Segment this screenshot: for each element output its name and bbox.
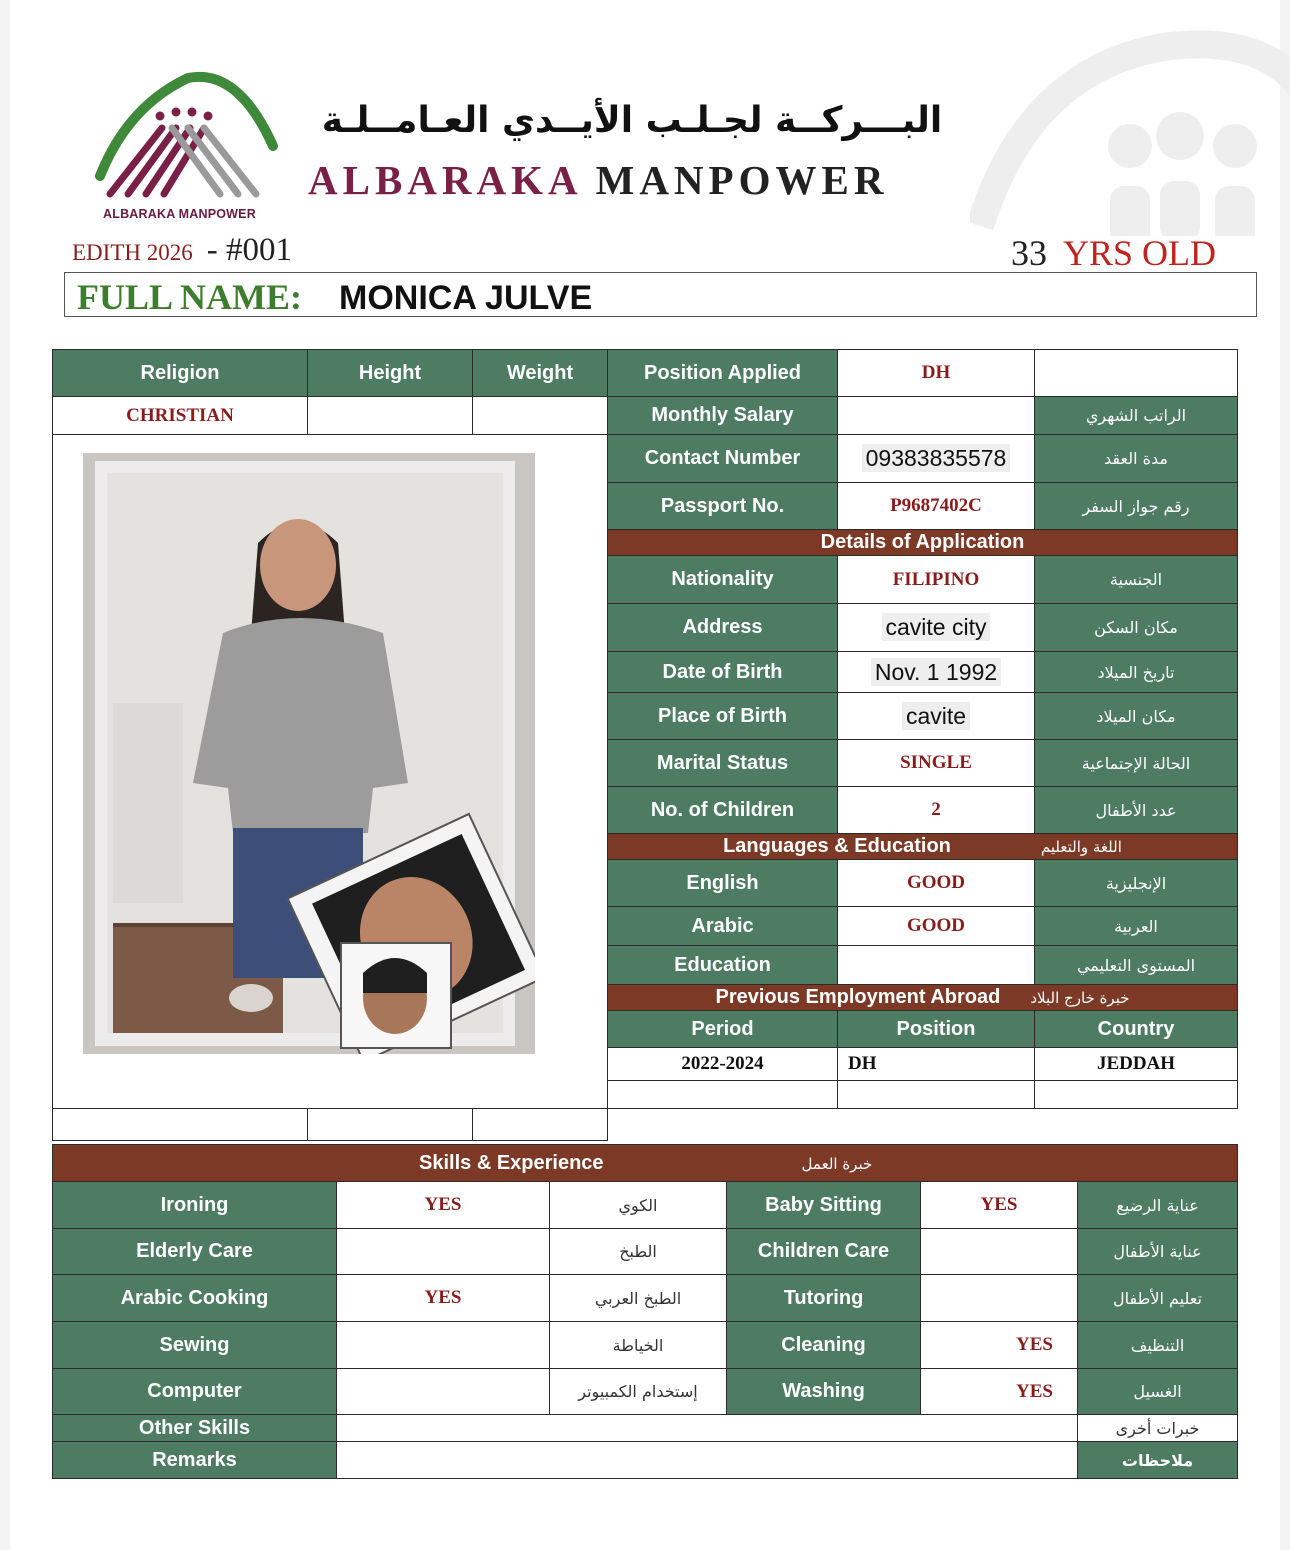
country-header: Country: [1035, 1011, 1238, 1048]
pob-value: [838, 693, 1035, 740]
position-applied-value: DH: [838, 350, 1035, 397]
details-section-header: Details of Application: [608, 530, 1238, 556]
skill-value: YES: [921, 1369, 1078, 1415]
employment-country: [473, 1109, 608, 1141]
employment-header-arabic: خبرة خارج البلاد: [1030, 989, 1130, 1007]
employment-period: 2022-2024: [608, 1048, 838, 1081]
employment-position: DH: [838, 1048, 1035, 1081]
skills-table: [52, 1144, 1238, 1479]
skills-header-arabic: خبرة العمل: [801, 1154, 873, 1173]
employment-country: [1035, 1081, 1238, 1109]
skill-value: [921, 1275, 1078, 1322]
skills-section-header: [53, 1145, 1238, 1182]
skill-label: Elderly Care: [53, 1229, 337, 1275]
contact-number-label: Contact Number: [608, 435, 838, 483]
skill-arabic: تعليم الأطفال: [1078, 1275, 1238, 1322]
skill-arabic: الخياطة: [550, 1322, 727, 1369]
dob-label: Date of Birth: [608, 652, 838, 693]
contact-number-arabic: مدة العقد: [1035, 435, 1238, 483]
pob-label: Place of Birth: [608, 693, 838, 740]
skill-label: Sewing: [53, 1322, 337, 1369]
employment-period: [608, 1081, 838, 1109]
arabic-label: Arabic: [608, 907, 838, 946]
period-header: Period: [608, 1011, 838, 1048]
skill-value: YES: [921, 1322, 1078, 1369]
skill-label: Tutoring: [727, 1275, 921, 1322]
monthly-salary-value: [838, 397, 1035, 435]
applicant-code: [72, 232, 292, 269]
skill-value: YES: [337, 1275, 550, 1322]
passport-value: P9687402C: [838, 483, 1035, 530]
skill-value: YES: [921, 1182, 1078, 1229]
skill-value: [337, 1322, 550, 1369]
employment-period: [53, 1109, 308, 1141]
employment-position: [308, 1109, 473, 1141]
company-name-english: [308, 156, 888, 204]
languages-header-arabic: اللغة والتعليم: [1040, 838, 1122, 856]
company-name-part-2: MANPOWER: [595, 157, 889, 203]
education-arabic: المستوى التعليمي: [1035, 946, 1238, 985]
nationality-arabic: الجنسية: [1035, 556, 1238, 604]
address-label: Address: [608, 604, 838, 652]
skill-label: Children Care: [727, 1229, 921, 1275]
passport-label: Passport No.: [608, 483, 838, 530]
logo-caption: ALBARAKA MANPOWER: [103, 207, 256, 221]
full-name-value: MONICA JULVE: [339, 279, 593, 317]
skill-label: Ironing: [53, 1182, 337, 1229]
employment-position: [838, 1081, 1035, 1109]
position-header: Position: [838, 1011, 1035, 1048]
photo-cell: [53, 435, 608, 1109]
nationality-value: FILIPINO: [838, 556, 1035, 604]
arabic-arabic: العربية: [1035, 907, 1238, 946]
position-applied-label: Position Applied: [608, 350, 838, 397]
weight-label: Weight: [473, 350, 608, 397]
full-name-box: [64, 272, 1257, 317]
employment-section-header: [608, 985, 1238, 1011]
children-value: 2: [838, 787, 1035, 834]
applicant-age: [1011, 232, 1216, 274]
skill-label: Washing: [727, 1369, 921, 1415]
monthly-salary-label: Monthly Salary: [608, 397, 838, 435]
dob-arabic: تاريخ الميلاد: [1035, 652, 1238, 693]
skill-value: [337, 1369, 550, 1415]
pob-text: cavite: [902, 702, 970, 730]
skill-arabic: إستخدام الكمبيوتر: [550, 1369, 727, 1415]
english-value: GOOD: [838, 860, 1035, 907]
code-prefix: EDITH 2026: [72, 240, 193, 265]
watermark-logo-icon: [970, 26, 1290, 236]
skill-label: Cleaning: [727, 1322, 921, 1369]
english-label: English: [608, 860, 838, 907]
skill-value: YES: [337, 1182, 550, 1229]
age-label: YRS OLD: [1062, 233, 1216, 273]
height-value: [308, 397, 473, 435]
skill-arabic: التنظيف: [1078, 1322, 1238, 1369]
marital-status-label: Marital Status: [608, 740, 838, 787]
skill-label: Computer: [53, 1369, 337, 1415]
dob-text: Nov. 1 1992: [871, 658, 1001, 686]
skill-value: [921, 1229, 1078, 1275]
albaraka-logo-icon: [88, 66, 288, 226]
marital-status-value: SINGLE: [838, 740, 1035, 787]
contact-number-value: [838, 435, 1035, 483]
skill-arabic: عناية الأطفال: [1078, 1229, 1238, 1275]
other-skills-arabic: خبرات أخرى: [1078, 1415, 1238, 1442]
education-value: [838, 946, 1035, 985]
nationality-label: Nationality: [608, 556, 838, 604]
dob-value: [838, 652, 1035, 693]
remarks-value: [337, 1442, 1078, 1479]
religion-label: Religion: [53, 350, 308, 397]
other-skills-value: [337, 1415, 1078, 1442]
contact-number-text: 09383835578: [862, 444, 1011, 472]
remarks-arabic: ملاحظات: [1078, 1442, 1238, 1479]
remarks-label: Remarks: [53, 1442, 337, 1479]
religion-value: CHRISTIAN: [53, 397, 308, 435]
pob-arabic: مكان الميلاد: [1035, 693, 1238, 740]
full-name-label: FULL NAME:: [77, 277, 302, 317]
age-value: 33: [1010, 233, 1047, 273]
skill-arabic: الطبخ العربي: [550, 1275, 727, 1322]
other-skills-label: Other Skills: [53, 1415, 337, 1442]
application-details-table: [52, 349, 1238, 1141]
marital-status-arabic: الحالة الإجتماعية: [1035, 740, 1238, 787]
code-number: - #001: [206, 232, 292, 268]
skills-header-text: Skills & Experience: [419, 1151, 604, 1174]
position-applied-extra: [1035, 350, 1238, 397]
skill-arabic: الغسيل: [1078, 1369, 1238, 1415]
languages-section-header: [608, 834, 1238, 860]
monthly-salary-arabic: الراتب الشهري: [1035, 397, 1238, 435]
passport-arabic: رقم جواز السفر: [1035, 483, 1238, 530]
height-label: Height: [308, 350, 473, 397]
skill-arabic: الكوي: [550, 1182, 727, 1229]
company-name-part-1: ALBARAKA: [308, 157, 581, 203]
address-arabic: مكان السكن: [1035, 604, 1238, 652]
skill-arabic: عناية الرضيع: [1078, 1182, 1238, 1229]
education-label: Education: [608, 946, 838, 985]
english-arabic: الإنجليزية: [1035, 860, 1238, 907]
applicant-photo: [83, 453, 535, 1054]
arabic-value: GOOD: [838, 907, 1035, 946]
employment-country: JEDDAH: [1035, 1048, 1238, 1081]
weight-value: [473, 397, 608, 435]
skill-arabic: الطبخ: [550, 1229, 727, 1275]
children-label: No. of Children: [608, 787, 838, 834]
languages-header-text: Languages & Education: [723, 835, 951, 857]
employment-header-text: Previous Employment Abroad: [715, 986, 1001, 1008]
skill-label: Arabic Cooking: [53, 1275, 337, 1322]
address-value: [838, 604, 1035, 652]
skill-value: [337, 1229, 550, 1275]
skill-label: Baby Sitting: [727, 1182, 921, 1229]
children-arabic: عدد الأطفال: [1035, 787, 1238, 834]
address-text: cavite city: [882, 613, 991, 641]
company-name-arabic: البـــركــة لجـلـب الأيــدي العـامــلـة: [321, 100, 943, 141]
